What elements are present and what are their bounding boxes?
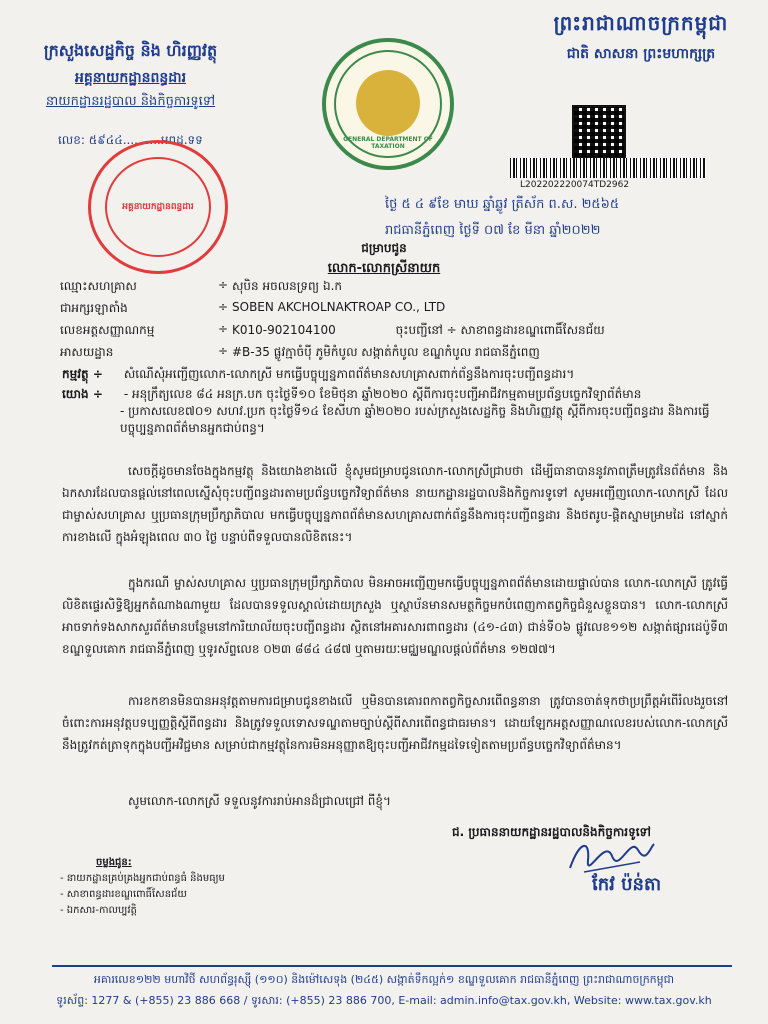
copies-heading: ចម្លងជូន: — [96, 857, 132, 868]
barcode-text: L202202220074TD2962 — [520, 180, 630, 190]
emblem-caption: GENERAL DEPARTMENT OF TAXATION — [343, 136, 433, 150]
kingdom-header — [536, 10, 746, 65]
addressee-line1: ជម្រាបជូន — [361, 241, 407, 255]
signer-title: ជ. ប្រធាននាយកដ្ឋានរដ្ឋបាលនិងកិច្ចការទូទៅ — [452, 825, 651, 839]
qr-code — [572, 105, 626, 159]
tin-value: K010-902104100 — [232, 323, 336, 337]
info-label: លេខអត្តសញ្ញាណកម្ម — [60, 323, 155, 337]
closing-paragraph: សូមលោក-លោកស្រី ទទួលនូវការរាប់អានដ៏ជ្រាលជ្រៅ ពីខ្ញុំ។ — [128, 794, 391, 808]
taxation-emblem-logo — [322, 38, 454, 170]
info-row — [60, 322, 642, 344]
info-row — [60, 278, 642, 300]
body-paragraph: ការខកខានមិនបានអនុវត្តតាមការជម្រាបជូនខាងលើ ឬមិនបានគោរពកាតព្វកិច្ចសារពើពន្ធនានា ត្រូវបានចាត់ទុកថាប្រព្រឹត្តអំពើរំលងរួចនៅចំពោះការអនុវត្តបទប្បញ្ញត្តិស្តីពីពន្ធដារ និងត្រូវទទួលទោសទណ្ឌតាមច្បាប់ស្តីពីសារពើពន្ធជាធរមាន។ ដោយឡែកអត្តសញ្ញាណលេខរបស់លោក-លោកស្រីនឹងត្រូវកត់ត្រាទុកក្នុងបញ្ជីអវិជ្ជមាន សម្រាប់ជាកម្មវត្ថុនៃការមិនអនុញ្ញាតឱ្យចុះបញ្ជីអាជីវកម្មដទៃទៀតតាមប្រព័ន្ធបច្ចេកវិទ្យាព័ត៌មាន។ — [62, 694, 728, 752]
emblem-core — [356, 70, 420, 136]
info-separator: ÷ — [217, 278, 229, 292]
copies-list — [60, 855, 225, 919]
copy-item: - នាយកដ្ឋានគ្រប់គ្រងអ្នកជាប់ពន្ធធំ និងមធ្យម — [60, 873, 225, 884]
info-label: ជាអក្សរឡាតាំង — [60, 301, 128, 315]
subject-text: សំណើសុំអញ្ជើញលោក-លោកស្រី មកធ្វើបច្ចុប្បន្នភាពព័ត៌មានសហគ្រាសពាក់ព័ន្ធនឹងការចុះបញ្ជីពន្ធដារ។ — [123, 367, 575, 381]
references — [62, 386, 732, 437]
subject-label: កម្មវត្ថុ ÷ — [62, 367, 103, 381]
footer-divider — [52, 965, 732, 967]
footer-address: អគារលេខ១២២ មហាវិថី សហព័ន្ធរុស្ស៊ី (១១០) និងម៉ៅសេទុង (២៤៥) សង្កាត់ទឹកល្អក់១ ខណ្ឌទួលគោក រាជធានីភ្នំពេញ ព្រះរាជាណាចក្រកម្ពុជា — [93, 973, 675, 986]
info-value: SOBEN AKCHOLNAKTROAP CO., LTD — [232, 300, 446, 314]
sub-department-name: នាយកដ្ឋានរដ្ឋបាល និងកិច្ចការទូទៅ — [45, 94, 216, 109]
solar-date: រាជធានីភ្នំពេញ ថ្ងៃទី ០៧ ខែ មីនា ឆ្នាំ២០២២ — [385, 223, 601, 238]
copy-item: - ឯកសារ-កាលប្បវត្តិ — [60, 905, 137, 916]
addressee — [0, 240, 768, 279]
info-separator: ÷ — [217, 300, 229, 314]
info-separator: ÷ — [217, 322, 229, 336]
info-row — [60, 344, 642, 366]
info-label: អាសយដ្ឋាន — [60, 345, 114, 359]
reference-text: - អនុក្រឹត្យលេខ ៨៤ អនក្រ.បក ចុះថ្ងៃទី១០ ខែមិថុនា ឆ្នាំ២០២០ ស្តីពីការចុះបញ្ជីអាជីវកម្មតាមប្រព័ន្ធបច្ចេកវិទ្យាព័ត៌មាន — [123, 387, 642, 401]
info-row — [60, 300, 642, 322]
lunar-date: ថ្ងៃ ៥ ៤ ៩ខែ មាឃ ឆ្នាំឆ្លូវ ត្រីស័ក ព.ស. ២៥៦៥ — [385, 197, 620, 212]
addressee-line2: លោក-លោកស្រីនាយក — [327, 261, 441, 276]
reference-number: លេខ: ៥៩៤៤..........អពដ.ទទ — [58, 133, 203, 147]
kingdom-name: ព្រះរាជាណាចក្រកម្ពុជា — [553, 11, 729, 35]
registered-at: ចុះបញ្ជីនៅ ÷ សាខាពន្ធដារខណ្ឌពោធិ៍សែនជ័យ — [395, 323, 605, 337]
body-paragraph: ក្នុងករណី ម្ចាស់សហគ្រាស ឬប្រធានក្រុមប្រឹក្សាភិបាល មិនអាចអញ្ជើញមកធ្វើបច្ចុប្បន្នភាពព័ត៌មានដោយផ្ទាល់បាន លោក-លោកស្រី ត្រូវធ្វើលិខិតផ្ទេរសិទ្ធិឱ្យអ្នកតំណាងណាមួយ ដែលបានទទួលស្គាល់ដោយក្រសួង ឬស្ថាប័នមានសមត្ថកិច្ចមកបំពេញកាតព្វកិច្ចជំនួសខ្លួនបាន។ លោក-លោកស្រី អាចទាក់ទងសាកសួរព័ត៌មានបន្ថែមនៅការិយាល័យចុះបញ្ជីពន្ធដារ ស្ថិតនៅអគារសារពាពន្ធដារ (៤១-៤៣) ជាន់ទី០៦ ផ្លូវលេខ១១២ សង្កាត់ផ្សារដេប៉ូទី៣ ខណ្ឌទួលគោក រាជធានីភ្នំពេញ ឬទូរស័ព្ទលេខ ០២៣ ៨៨៤ ៤៨៧ ឬតាមរយៈមជ្ឈមណ្ឌលផ្តល់ព័ត៌មាន ១២៧៧។ — [62, 576, 728, 656]
company-info-table — [60, 278, 642, 366]
ministry-name: ក្រសួងសេដ្ឋកិច្ច និង ហិរញ្ញវត្ថុ — [43, 41, 218, 60]
barcode — [510, 158, 706, 178]
kingdom-motto: ជាតិ សាសនា ព្រះមហាក្សត្រ — [566, 46, 716, 62]
body-paragraph: សេចក្តីដូចមានចែងក្នុងកម្មវត្ថុ និងយោងខាងលើ ខ្ញុំសូមជម្រាបជូនលោក-លោកស្រីជ្រាបថា ដើម្បីធានាបាននូវភាពត្រឹមត្រូវនៃព័ត៌មាន និងឯកសារដែលបានផ្តល់នៅពេលស្នើសុំចុះបញ្ជីពន្ធដារតាមប្រព័ន្ធបច្ចេកវិទ្យាព័ត៌មាន នាយកដ្ឋានរដ្ឋបាលនិងកិច្ចការទូទៅ សូមអញ្ជើញលោក-លោកស្រី ដែលជាម្ចាស់សហគ្រាស ឬប្រធានក្រុមប្រឹក្សាភិបាល មកធ្វើបច្ចុប្បន្នភាពព័ត៌មានសហគ្រាសពាក់ព័ន្ធនឹងការចុះបញ្ជីពន្ធដារ និងថតរូប-ផ្តិតស្នាមម្រាមដៃ នៅស្នាក់ការខាងលើ ក្នុងអំឡុងពេល ៣០ ថ្ងៃ បន្ទាប់ពីទទួលបានលិខិតនេះ។ — [62, 464, 728, 544]
ministry-header — [8, 40, 253, 112]
reference-item: - ប្រកាសលេខ៧០១ សហវ.ប្រក ចុះថ្ងៃទី១៤ ខែសីហា ឆ្នាំ២០២០ របស់ក្រសួងសេដ្ឋកិច្ច និងហិរញ្ញវត្ថុ ស្តីពីការចុះបញ្ជីពន្ធដារ និងការធ្វើបច្ចុប្បន្នភាពព័ត៌មានអ្នកជាប់ពន្ធ។ — [120, 404, 710, 435]
info-value — [232, 322, 642, 344]
signer-name: កែវ ប៉ន់តា — [592, 874, 662, 895]
reference-item — [62, 386, 732, 403]
footer-contact: ទូរស័ព្ទ: 1277 & (+855) 23 886 668 / ទូរសារ: (+855) 23 886 700, E-mail: admin.info@tax.gov.kh, Website: www.tax.gov.kh — [56, 994, 712, 1007]
subject-line — [62, 366, 732, 384]
seal-caption: អគ្គនាយកដ្ឋានពន្ធដារ — [122, 202, 194, 212]
info-separator: ÷ — [217, 344, 229, 358]
info-value: #B-35 ផ្លូវក្មាចំប៉ី ភូមិកំបូល សង្កាត់កំបូល ខណ្ឌកំបូល រាជធានីភ្នំពេញ — [232, 345, 540, 359]
info-label: ឈ្មោះសហគ្រាស — [60, 279, 137, 293]
references-label: យោង ÷ — [62, 387, 103, 401]
copy-item: - សាខាពន្ធដារខណ្ឌពោធិ៍សែនជ័យ — [60, 889, 187, 900]
department-name: អគ្គនាយកដ្ឋានពន្ធដារ — [74, 70, 187, 86]
info-value: សុបិន អចលនទ្រព្យ ឯ.ក — [232, 279, 342, 293]
